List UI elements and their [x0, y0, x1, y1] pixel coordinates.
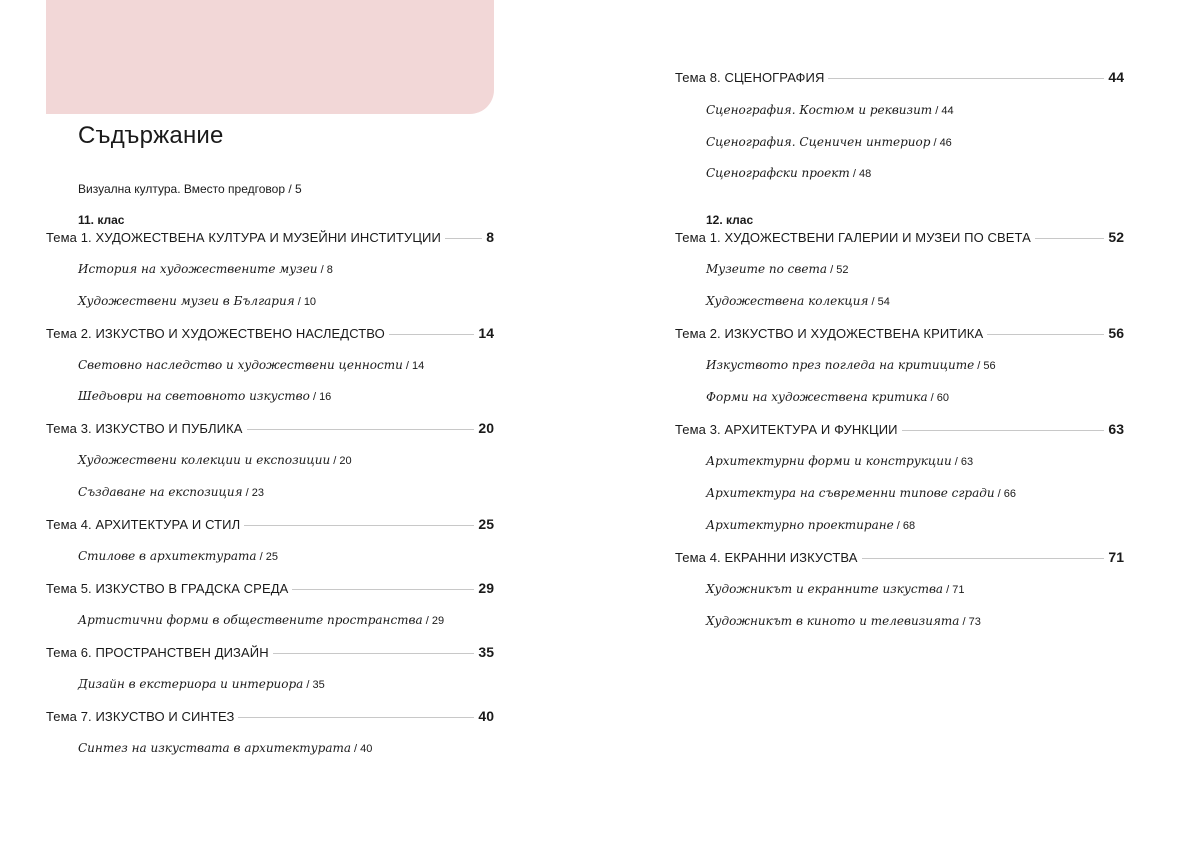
subtopic-title: Изкуството през погледа на критиците — [706, 358, 975, 372]
subtopic-title: Артистични форми в обществените пространства — [78, 613, 423, 627]
toc-subtopic-entry[interactable] — [706, 103, 954, 117]
subtopic-page-number: 44 — [941, 105, 954, 117]
dot-leader — [828, 78, 1104, 79]
subtopic-title: Художествени музеи в България — [78, 294, 295, 308]
subtopic-title: Стилове в архитектурата — [78, 549, 257, 563]
page-title: Съдържание — [78, 122, 224, 149]
subtopic-page-number: 14 — [412, 360, 425, 372]
toc-subtopic-entry[interactable] — [78, 549, 278, 563]
subtopic-page-number: 46 — [939, 137, 952, 149]
topic-page-number: 25 — [478, 516, 494, 532]
subtopic-page-number: 29 — [431, 615, 445, 627]
page-separator: / — [893, 520, 903, 532]
page-separator: / — [351, 743, 361, 755]
subtopic-page-number: 73 — [968, 616, 981, 628]
topic-page-number: 52 — [1108, 229, 1124, 245]
topic-title: Тема 3. АРХИТЕКТУРА И ФУНКЦИИ — [675, 422, 898, 437]
toc-topic-entry[interactable] — [46, 420, 494, 436]
subtopic-page-number: 20 — [339, 455, 352, 467]
toc-subtopic-entry[interactable] — [78, 389, 331, 403]
subtopic-page-number: 66 — [1003, 488, 1017, 500]
topic-title: Тема 5. ИЗКУСТВО В ГРАДСКА СРЕДА — [46, 581, 289, 596]
subtopic-title: Сценография. Костюм и реквизит — [706, 103, 933, 117]
grade-12-label: 12. клас — [706, 213, 754, 227]
topic-page-number: 56 — [1108, 325, 1124, 341]
toc-topic-entry[interactable] — [46, 580, 494, 596]
page-separator: / — [959, 616, 969, 628]
dot-leader — [862, 558, 1105, 559]
subtopic-page-number: 68 — [902, 520, 916, 532]
dot-leader — [292, 589, 474, 590]
topic-page-number: 71 — [1108, 549, 1124, 565]
subtopic-title: Архитектурно проектиране — [706, 518, 894, 532]
topic-title: Тема 7. ИЗКУСТВО И СИНТЕЗ — [46, 709, 235, 724]
subtopic-page-number: 16 — [319, 391, 332, 403]
dot-leader — [244, 525, 474, 526]
toc-topic-entry[interactable] — [46, 325, 494, 341]
dot-leader — [902, 430, 1105, 431]
toc-subtopic-entry[interactable] — [706, 486, 1016, 500]
subtopic-page-number: 23 — [251, 487, 264, 499]
page-separator: / — [932, 105, 942, 117]
subtopic-title: Създаване на експозиция — [78, 485, 243, 499]
toc-subtopic-entry[interactable] — [78, 613, 444, 627]
toc-subtopic-entry[interactable] — [78, 485, 264, 499]
page-separator: / — [849, 168, 859, 180]
subtopic-title: Архитектура на съвременни типове сгради — [706, 486, 995, 500]
dot-leader — [273, 653, 475, 654]
subtopic-page-number: 63 — [960, 456, 974, 468]
dot-leader — [987, 334, 1104, 335]
toc-subtopic-entry[interactable] — [706, 614, 981, 628]
toc-topic-entry[interactable] — [46, 644, 494, 660]
toc-topic-entry[interactable] — [675, 421, 1124, 437]
page-separator: / — [422, 615, 432, 627]
dot-leader — [389, 334, 475, 335]
toc-subtopic-entry[interactable] — [78, 453, 352, 467]
subtopic-page-number: 56 — [983, 360, 996, 372]
subtopic-page-number: 25 — [265, 551, 278, 563]
topic-page-number: 44 — [1108, 69, 1124, 85]
topic-page-number: 63 — [1108, 421, 1124, 437]
subtopic-title: Художествена колекция — [706, 294, 869, 308]
toc-subtopic-entry[interactable] — [706, 358, 996, 372]
toc-subtopic-entry[interactable] — [706, 294, 890, 308]
toc-topic-entry[interactable] — [46, 708, 494, 724]
toc-topic-entry[interactable] — [675, 325, 1124, 341]
toc-topic-entry[interactable] — [46, 516, 494, 532]
topic-page-number: 20 — [478, 420, 494, 436]
topic-page-number: 35 — [478, 644, 494, 660]
page-separator: / — [256, 551, 266, 563]
subtopic-title: История на художествените музеи — [78, 262, 318, 276]
topic-title: Тема 6. ПРОСТРАНСТВЕН ДИЗАЙН — [46, 645, 269, 660]
page-separator: / — [242, 487, 252, 499]
toc-topic-entry[interactable] — [675, 229, 1124, 245]
page-separator: / — [994, 488, 1004, 500]
toc-subtopic-entry[interactable] — [78, 741, 372, 755]
subtopic-title: Дизайн в екстериора и интериора — [78, 677, 304, 691]
topic-page-number: 40 — [478, 708, 494, 724]
page-separator: / — [927, 392, 937, 404]
page-separator: / — [974, 360, 984, 372]
toc-topic-entry[interactable] — [46, 229, 494, 245]
dot-leader — [445, 238, 482, 239]
dot-leader — [247, 429, 475, 430]
toc-subtopic-entry[interactable] — [706, 454, 973, 468]
toc-intro-entry: Визуална култура. Вместо предговор / 5 — [78, 182, 302, 196]
toc-subtopic-entry[interactable] — [78, 294, 316, 308]
topic-title: Тема 4. ЕКРАННИ ИЗКУСТВА — [675, 550, 858, 565]
subtopic-page-number: 48 — [858, 168, 872, 180]
topic-title: Тема 2. ИЗКУСТВО И ХУДОЖЕСТВЕНО НАСЛЕДСТВО — [46, 326, 385, 341]
toc-subtopic-entry[interactable] — [706, 518, 915, 532]
subtopic-page-number: 52 — [836, 264, 849, 276]
topic-page-number: 29 — [478, 580, 494, 596]
subtopic-title: Форми на художествена критика — [706, 390, 928, 404]
topic-page-number: 14 — [478, 325, 494, 341]
toc-subtopic-entry[interactable] — [78, 677, 325, 691]
toc-topic-entry[interactable] — [675, 549, 1124, 565]
subtopic-page-number: 71 — [952, 584, 965, 596]
page-separator: / — [951, 456, 961, 468]
page-separator: / — [943, 584, 953, 596]
page-separator: / — [309, 391, 320, 403]
subtopic-page-number: 10 — [303, 296, 317, 308]
dot-leader — [238, 717, 474, 718]
toc-subtopic-entry[interactable] — [706, 390, 949, 404]
topic-page-number: 8 — [486, 229, 494, 245]
subtopic-title: Синтез на изкуствата в архитектурата — [78, 741, 351, 755]
subtopic-title: Световно наследство и художествени ценности — [78, 358, 403, 372]
page-separator: / — [930, 137, 940, 149]
toc-subtopic-entry[interactable] — [706, 262, 848, 276]
page-separator: / — [868, 296, 878, 308]
subtopic-page-number: 40 — [360, 743, 373, 755]
subtopic-title: Сценографски проект — [706, 166, 850, 180]
subtopic-title: Художникът в киното и телевизията — [706, 614, 960, 628]
subtopic-title: Шедьоври на световното изкуство — [78, 389, 310, 403]
toc-topic-entry[interactable] — [675, 69, 1124, 85]
subtopic-page-number: 60 — [936, 392, 950, 404]
topic-title: Тема 1. ХУДОЖЕСТВЕНИ ГАЛЕРИИ И МУЗЕИ ПО СВЕТА — [675, 230, 1031, 245]
subtopic-title: Сценография. Сценичен интериор — [706, 135, 931, 149]
subtopic-page-number: 8 — [326, 264, 333, 276]
subtopic-title: Музеите по света — [706, 262, 828, 276]
toc-subtopic-entry[interactable] — [78, 358, 424, 372]
page-separator: / — [303, 679, 313, 691]
topic-title: Тема 2. ИЗКУСТВО И ХУДОЖЕСТВЕНА КРИТИКА — [675, 326, 984, 341]
page-separator: / — [827, 264, 837, 276]
grade-11-label: 11. клас — [78, 213, 125, 227]
page-separator: / — [317, 264, 327, 276]
subtopic-page-number: 54 — [877, 296, 890, 308]
decorative-header-band — [46, 0, 494, 114]
subtopic-title: Художествени колекции и експозиции — [78, 453, 331, 467]
page-separator: / — [330, 455, 340, 467]
topic-title: Тема 8. СЦЕНОГРАФИЯ — [675, 70, 825, 85]
topic-title: Тема 4. АРХИТЕКТУРА И СТИЛ — [46, 517, 241, 532]
dot-leader — [1035, 238, 1105, 239]
toc-subtopic-entry[interactable] — [706, 166, 871, 180]
toc-subtopic-entry[interactable] — [706, 582, 965, 596]
toc-subtopic-entry[interactable] — [78, 262, 333, 276]
page-separator: / — [294, 296, 304, 308]
page-separator: / — [402, 360, 413, 372]
topic-title: Тема 3. ИЗКУСТВО И ПУБЛИКА — [46, 421, 243, 436]
subtopic-page-number: 35 — [312, 679, 325, 691]
topic-title: Тема 1. ХУДОЖЕСТВЕНА КУЛТУРА И МУЗЕЙНИ ИНСТИТУЦИИ — [46, 230, 441, 245]
toc-subtopic-entry[interactable] — [706, 135, 952, 149]
subtopic-title: Художникът и екранните изкуства — [706, 582, 944, 596]
subtopic-title: Архитектурни форми и конструкции — [706, 454, 952, 468]
